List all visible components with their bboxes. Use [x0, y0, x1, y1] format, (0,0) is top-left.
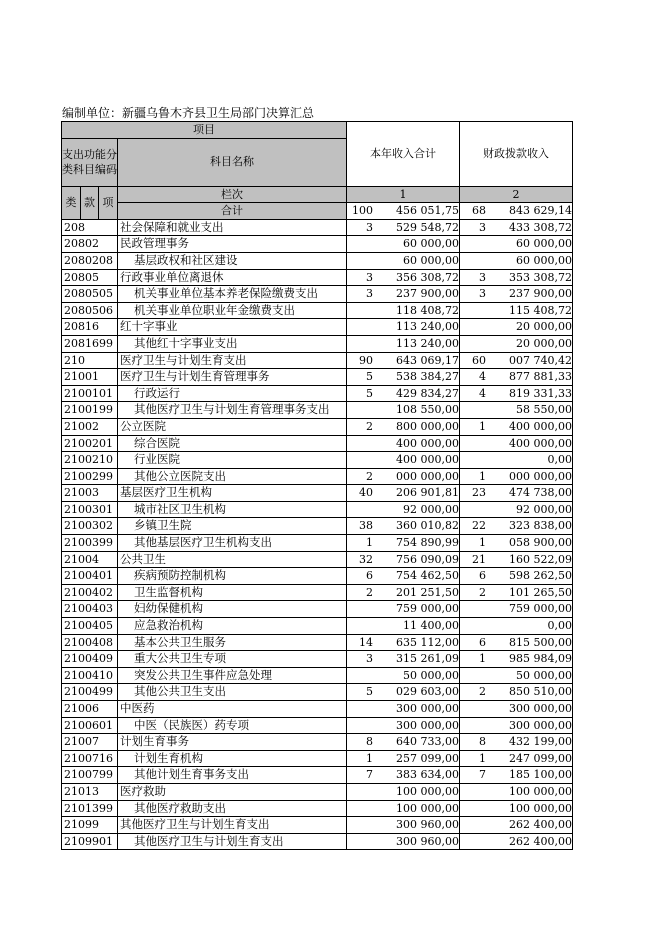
total-income-cell: 108 550,00 — [347, 402, 460, 419]
subject-name: 妇幼保健机构 — [118, 601, 347, 618]
fiscal-income-cell: 60 000,00 — [460, 252, 573, 269]
fiscal-income-cell: 262 400,00 — [460, 833, 573, 850]
subject-code: 2080505 — [62, 286, 118, 303]
total-income-cell: 2 800 000,00 — [347, 418, 460, 435]
total-income-cell: 3 315 261,09 — [347, 651, 460, 668]
fiscal-income-cell: 21 160 522,09 — [460, 551, 573, 568]
subject-name: 机关事业单位职业年金缴费支出 — [118, 302, 347, 319]
total-income-cell: 11 400,00 — [347, 618, 460, 635]
fiscal-income-cell: 1 985 984,09 — [460, 651, 573, 668]
table-row — [62, 783, 573, 800]
total-fiscal-value: 68 843 629,14 — [460, 203, 573, 220]
table-row — [62, 418, 573, 435]
subject-name: 计划生育机构 — [118, 750, 347, 767]
subject-name: 其他医疗卫生与计划生育支出 — [118, 833, 347, 850]
subject-code: 20802 — [62, 236, 118, 253]
subject-code: 2100601 — [62, 717, 118, 734]
header-fiscal-income: 财政拨款收入 — [460, 122, 573, 187]
subject-name: 中医（民族医）药专项 — [118, 717, 347, 734]
fiscal-income-cell: 6 815 500,00 — [460, 634, 573, 651]
fiscal-income-cell: 3 353 308,72 — [460, 269, 573, 286]
table-row — [62, 568, 573, 585]
table-row — [62, 717, 573, 734]
fiscal-income-cell: 60 007 740,42 — [460, 352, 573, 369]
subject-name: 医疗卫生与计划生育管理事务 — [118, 369, 347, 386]
total-income-cell: 90 643 069,17 — [347, 352, 460, 369]
subject-name: 社会保障和就业支出 — [118, 219, 347, 236]
subject-code: 2100799 — [62, 767, 118, 784]
fiscal-income-cell: 759 000,00 — [460, 601, 573, 618]
table-row — [62, 385, 573, 402]
table-row — [62, 734, 573, 751]
subject-code: 2109901 — [62, 833, 118, 850]
table-row — [62, 352, 573, 369]
subject-code: 208 — [62, 219, 118, 236]
subject-name: 民政管理事务 — [118, 236, 347, 253]
subject-code: 2100201 — [62, 435, 118, 452]
table-row — [62, 750, 573, 767]
fiscal-income-cell: 3 237 900,00 — [460, 286, 573, 303]
subject-name: 其他医疗卫生与计划生育管理事务支出 — [118, 402, 347, 419]
fiscal-income-cell: 22 323 838,00 — [460, 518, 573, 535]
table-row — [62, 651, 573, 668]
total-income-cell: 113 240,00 — [347, 319, 460, 336]
table-row — [62, 319, 573, 336]
total-income-cell: 92 000,00 — [347, 501, 460, 518]
subject-name: 疾病预防控制机构 — [118, 568, 347, 585]
total-income-cell: 7 383 634,00 — [347, 767, 460, 784]
table-row — [62, 833, 573, 850]
total-income-cell: 300 000,00 — [347, 717, 460, 734]
table-row — [62, 369, 573, 386]
subject-name: 乡镇卫生院 — [118, 518, 347, 535]
subject-code: 2100399 — [62, 535, 118, 552]
total-income-cell: 100 000,00 — [347, 783, 460, 800]
table-row — [62, 634, 573, 651]
subject-name: 医疗救助 — [118, 783, 347, 800]
table-row — [62, 252, 573, 269]
fiscal-income-cell: 0,00 — [460, 618, 573, 635]
fiscal-income-cell: 6 598 262,50 — [460, 568, 573, 585]
subject-name: 行政事业单位离退休 — [118, 269, 347, 286]
fiscal-income-cell: 0,00 — [460, 452, 573, 469]
subject-name: 其他医疗卫生与计划生育支出 — [118, 817, 347, 834]
subject-code: 2081699 — [62, 335, 118, 352]
subject-code: 20816 — [62, 319, 118, 336]
subject-name: 公立医院 — [118, 418, 347, 435]
total-income-cell: 118 408,72 — [347, 302, 460, 319]
table-row — [62, 302, 573, 319]
subject-name: 红十字事业 — [118, 319, 347, 336]
fiscal-income-cell: 20 000,00 — [460, 335, 573, 352]
total-income-value: 100 456 051,75 — [347, 203, 460, 220]
total-income-cell: 113 240,00 — [347, 335, 460, 352]
report-unit-label: 编制单位：新疆乌鲁木齐县卫生局部门决算汇总 — [62, 106, 315, 120]
subject-code: 2100301 — [62, 501, 118, 518]
subject-code: 21003 — [62, 485, 118, 502]
subject-code: 2100499 — [62, 684, 118, 701]
fiscal-income-cell: 2 850 510,00 — [460, 684, 573, 701]
subject-code: 21004 — [62, 551, 118, 568]
table-row — [62, 800, 573, 817]
header-row-project — [62, 122, 573, 139]
fiscal-income-cell: 300 000,00 — [460, 701, 573, 718]
total-income-cell: 5 429 834,27 — [347, 385, 460, 402]
total-income-cell: 300 960,00 — [347, 833, 460, 850]
fiscal-income-cell: 4 877 881,33 — [460, 369, 573, 386]
subject-name: 其他公立医院支出 — [118, 468, 347, 485]
header-xiang: 项 — [99, 186, 118, 219]
total-income-cell: 3 356 308,72 — [347, 269, 460, 286]
subject-name: 其他公共卫生支出 — [118, 684, 347, 701]
subject-name: 其他计划生育事务支出 — [118, 767, 347, 784]
fiscal-income-cell: 115 408,72 — [460, 302, 573, 319]
subject-name: 综合医院 — [118, 435, 347, 452]
subject-code: 2100405 — [62, 618, 118, 635]
total-income-cell: 6 754 462,50 — [347, 568, 460, 585]
subject-code: 2100408 — [62, 634, 118, 651]
subject-code: 20805 — [62, 269, 118, 286]
table-row — [62, 219, 573, 236]
table-row — [62, 435, 573, 452]
total-income-cell: 2 000 000,00 — [347, 468, 460, 485]
subject-code: 21007 — [62, 734, 118, 751]
total-income-cell: 759 000,00 — [347, 601, 460, 618]
total-income-cell: 5 029 603,00 — [347, 684, 460, 701]
table-row — [62, 535, 573, 552]
table-row — [62, 468, 573, 485]
table-row — [62, 402, 573, 419]
subject-name: 重大公共卫生专项 — [118, 651, 347, 668]
subject-name: 卫生监督机构 — [118, 584, 347, 601]
table-row — [62, 236, 573, 253]
subject-code: 2100210 — [62, 452, 118, 469]
subject-code: 21099 — [62, 817, 118, 834]
total-income-cell: 1 257 099,00 — [347, 750, 460, 767]
subject-code: 21001 — [62, 369, 118, 386]
fiscal-income-cell: 100 000,00 — [460, 783, 573, 800]
table-row — [62, 618, 573, 635]
fiscal-income-cell: 1 058 900,00 — [460, 535, 573, 552]
subject-name: 行业医院 — [118, 452, 347, 469]
total-income-cell: 38 360 010,82 — [347, 518, 460, 535]
subject-name: 计划生育事务 — [118, 734, 347, 751]
subject-code: 2080208 — [62, 252, 118, 269]
subject-name: 医疗卫生与计划生育支出 — [118, 352, 347, 369]
subject-name: 其他红十字事业支出 — [118, 335, 347, 352]
subject-code: 2101399 — [62, 800, 118, 817]
header-subject-name: 科目名称 — [118, 138, 347, 186]
total-income-cell: 32 756 090,09 — [347, 551, 460, 568]
subject-name: 其他基层医疗卫生机构支出 — [118, 535, 347, 552]
fiscal-income-cell: 300 000,00 — [460, 717, 573, 734]
total-income-cell: 300 960,00 — [347, 817, 460, 834]
subject-code: 2100402 — [62, 584, 118, 601]
header-function-code: 支出功能分类科目编码 — [62, 138, 118, 186]
table-row — [62, 501, 573, 518]
fiscal-income-cell: 60 000,00 — [460, 236, 573, 253]
subject-code: 2100299 — [62, 468, 118, 485]
fiscal-income-cell: 4 819 331,33 — [460, 385, 573, 402]
table-row — [62, 767, 573, 784]
header-kuan: 款 — [81, 186, 99, 219]
table-row — [62, 269, 573, 286]
header-lanci: 栏次 — [118, 186, 347, 203]
fiscal-income-cell: 92 000,00 — [460, 501, 573, 518]
subject-name: 行政运行 — [118, 385, 347, 402]
total-income-cell: 50 000,00 — [347, 667, 460, 684]
total-income-cell: 300 000,00 — [347, 701, 460, 718]
subject-code: 2100199 — [62, 402, 118, 419]
subject-name: 基层政权和社区建设 — [118, 252, 347, 269]
subject-name: 应急救治机构 — [118, 618, 347, 635]
header-project: 项目 — [62, 122, 347, 139]
table-row — [62, 701, 573, 718]
subject-code: 2100403 — [62, 601, 118, 618]
fiscal-income-cell: 100 000,00 — [460, 800, 573, 817]
table-row — [62, 286, 573, 303]
total-income-cell: 1 754 890,99 — [347, 535, 460, 552]
total-label: 合计 — [118, 203, 347, 220]
header-total-income: 本年收入合计 — [347, 122, 460, 187]
fiscal-income-cell: 20 000,00 — [460, 319, 573, 336]
subject-code: 2100410 — [62, 667, 118, 684]
budget-table — [61, 121, 573, 850]
table-row — [62, 817, 573, 834]
subject-name: 公共卫生 — [118, 551, 347, 568]
subject-name: 其他医疗救助支出 — [118, 800, 347, 817]
table-row — [62, 335, 573, 352]
subject-name: 基层医疗卫生机构 — [118, 485, 347, 502]
subject-code: 2100101 — [62, 385, 118, 402]
total-income-cell: 40 206 901,81 — [347, 485, 460, 502]
subject-code: 21013 — [62, 783, 118, 800]
subject-name: 基本公共卫生服务 — [118, 634, 347, 651]
total-income-cell: 14 635 112,00 — [347, 634, 460, 651]
header-row-lanci — [62, 186, 573, 203]
subject-code: 2100302 — [62, 518, 118, 535]
total-row — [62, 203, 573, 220]
subject-name: 机关事业单位基本养老保险缴费支出 — [118, 286, 347, 303]
subject-code: 2100409 — [62, 651, 118, 668]
fiscal-income-cell: 8 432 199,00 — [460, 734, 573, 751]
fiscal-income-cell: 1 400 000,00 — [460, 418, 573, 435]
table-row — [62, 584, 573, 601]
fiscal-income-cell: 400 000,00 — [460, 435, 573, 452]
total-income-cell: 3 237 900,00 — [347, 286, 460, 303]
subject-code: 2100401 — [62, 568, 118, 585]
subject-code: 2080506 — [62, 302, 118, 319]
fiscal-income-cell: 58 550,00 — [460, 402, 573, 419]
fiscal-income-cell: 3 433 308,72 — [460, 219, 573, 236]
table-row — [62, 684, 573, 701]
total-income-cell: 400 000,00 — [347, 435, 460, 452]
subject-code: 210 — [62, 352, 118, 369]
fiscal-income-cell: 1 247 099,00 — [460, 750, 573, 767]
total-income-cell: 8 640 733,00 — [347, 734, 460, 751]
table-row — [62, 452, 573, 469]
subject-code: 21002 — [62, 418, 118, 435]
total-income-cell: 3 529 548,72 — [347, 219, 460, 236]
subject-code: 2100716 — [62, 750, 118, 767]
table-row — [62, 518, 573, 535]
fiscal-income-cell: 262 400,00 — [460, 817, 573, 834]
subject-code: 21006 — [62, 701, 118, 718]
total-income-cell: 5 538 384,27 — [347, 369, 460, 386]
total-income-cell: 100 000,00 — [347, 800, 460, 817]
total-income-cell: 2 201 251,50 — [347, 584, 460, 601]
column-number-2: 2 — [460, 186, 573, 203]
header-lei: 类 — [62, 186, 81, 219]
fiscal-income-cell: 23 474 738,00 — [460, 485, 573, 502]
fiscal-income-cell: 50 000,00 — [460, 667, 573, 684]
table-row — [62, 485, 573, 502]
total-income-cell: 60 000,00 — [347, 236, 460, 253]
subject-name: 城市社区卫生机构 — [118, 501, 347, 518]
table-row — [62, 601, 573, 618]
fiscal-income-cell: 2 101 265,50 — [460, 584, 573, 601]
column-number-1: 1 — [347, 186, 460, 203]
subject-name: 中医药 — [118, 701, 347, 718]
fiscal-income-cell: 7 185 100,00 — [460, 767, 573, 784]
subject-name: 突发公共卫生事件应急处理 — [118, 667, 347, 684]
total-income-cell: 400 000,00 — [347, 452, 460, 469]
fiscal-income-cell: 1 000 000,00 — [460, 468, 573, 485]
total-income-cell: 60 000,00 — [347, 252, 460, 269]
table-row — [62, 551, 573, 568]
table-row — [62, 667, 573, 684]
